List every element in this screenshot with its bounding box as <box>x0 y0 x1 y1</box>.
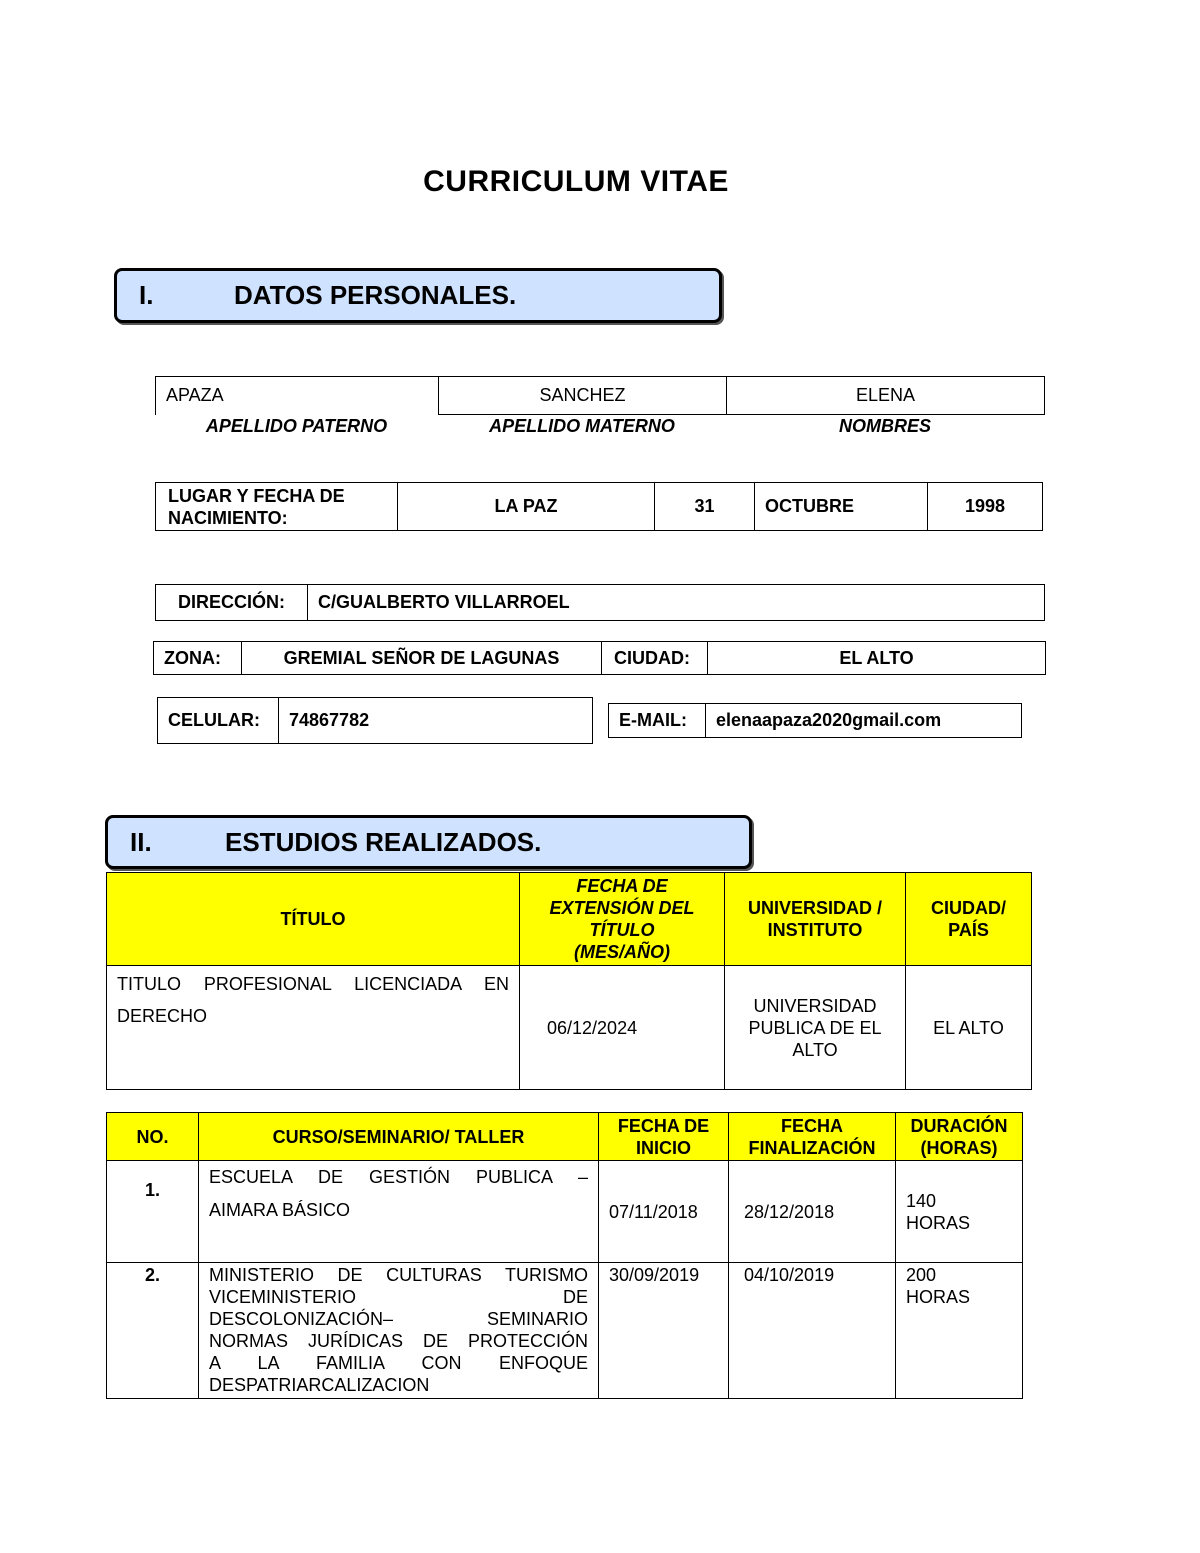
header-ciudad-line: CIUDAD/ <box>931 898 1006 918</box>
header-no: NO. <box>107 1113 199 1161</box>
birth-day: 31 <box>655 483 755 531</box>
courses-table <box>106 1112 1023 1399</box>
header-fin-line: FINALIZACIÓN <box>748 1137 876 1158</box>
section-number: I. <box>139 280 154 310</box>
address-table <box>155 584 1045 621</box>
birth-label-line2: NACIMIENTO: <box>168 507 288 528</box>
email-label: E-MAIL: <box>609 704 706 738</box>
course-name-line: AIMARA BÁSICO <box>209 1200 351 1220</box>
table-row <box>107 1263 1023 1399</box>
section-number: II. <box>130 826 152 857</box>
study-universidad-line: PUBLICA DE EL <box>748 1017 882 1038</box>
header-universidad-line: INSTITUTO <box>767 920 863 940</box>
header-fecha-line: TÍTULO <box>589 920 655 940</box>
study-universidad-line: UNIVERSIDAD <box>753 995 877 1016</box>
phone-value: 74867782 <box>279 698 593 744</box>
address-label: DIRECCIÓN: <box>156 585 308 621</box>
header-fin <box>729 1113 896 1161</box>
study-titulo <box>107 966 520 1090</box>
header-universidad <box>725 873 906 966</box>
header-universidad-line: UNIVERSIDAD / <box>747 898 882 918</box>
header-fecha-line: (MES/AÑO) <box>574 942 670 962</box>
city-label: CIUDAD: <box>602 642 708 675</box>
birth-month: OCTUBRE <box>755 483 928 531</box>
header-duracion <box>896 1113 1023 1161</box>
nombres-value: ELENA <box>727 377 1045 415</box>
address-value: C/GUALBERTO VILLARROEL <box>308 585 1045 621</box>
course-fin: 04/10/2019 <box>729 1263 896 1399</box>
header-inicio-line: INICIO <box>635 1137 691 1158</box>
header-ciudad-line: PAÍS <box>948 920 989 940</box>
course-fin: 28/12/2018 <box>729 1161 896 1263</box>
apellido-materno-label: APELLIDO MATERNO <box>489 416 675 436</box>
header-fecha-line: EXTENSIÓN DEL <box>549 898 695 918</box>
phone-label: CELULAR: <box>158 698 279 744</box>
city-value: EL ALTO <box>708 642 1046 675</box>
course-name <box>199 1263 599 1399</box>
course-name-line: ESCUELA DE GESTIÓN PUBLICA – <box>209 1167 588 1187</box>
course-name-line: VICEMINISTERIO DE <box>209 1287 588 1307</box>
study-ciudad: EL ALTO <box>906 966 1032 1090</box>
header-duracion-line: (HORAS) <box>920 1137 998 1158</box>
birth-label <box>156 483 398 531</box>
section-title: ESTUDIOS REALIZADOS. <box>225 826 542 857</box>
email-table <box>608 703 1022 738</box>
phone-table <box>157 697 593 744</box>
section-header-estudios <box>105 815 752 869</box>
zone-value: GREMIAL SEÑOR DE LAGUNAS <box>242 642 602 675</box>
course-no: 1. <box>107 1161 199 1263</box>
header-curso: CURSO/SEMINARIO/ TALLER <box>199 1113 599 1161</box>
course-duracion <box>896 1263 1023 1399</box>
study-titulo-line: TITULO PROFESIONAL LICENCIADA EN <box>117 974 509 994</box>
nombres-label: NOMBRES <box>838 416 931 436</box>
email-value: elenaapaza2020gmail.com <box>706 704 1022 738</box>
course-duracion-line: 200 <box>906 1265 937 1285</box>
study-titulo-line: DERECHO <box>117 1006 208 1026</box>
birth-place: LA PAZ <box>398 483 655 531</box>
course-name-line: DESCOLONIZACIÓN– SEMINARIO <box>209 1309 588 1329</box>
names-table <box>155 376 1045 415</box>
header-titulo: TÍTULO <box>107 873 520 966</box>
section-title: DATOS PERSONALES. <box>234 280 517 310</box>
table-row <box>107 1161 1023 1263</box>
header-inicio-line: FECHA DE <box>617 1115 710 1136</box>
birth-label-line1: LUGAR Y FECHA DE <box>168 485 345 506</box>
course-inicio: 30/09/2019 <box>599 1263 729 1399</box>
course-no: 2. <box>107 1263 199 1399</box>
studies-header-row <box>107 873 1032 966</box>
course-duracion <box>896 1161 1023 1263</box>
section-header-datos-personales <box>114 268 722 323</box>
apellido-paterno-label: APELLIDO PATERNO <box>205 416 388 436</box>
header-fecha-extension <box>520 873 725 966</box>
course-duracion-line: HORAS <box>906 1212 971 1233</box>
course-name-line: A LA FAMILIA CON ENFOQUE <box>209 1353 588 1373</box>
header-ciudad <box>906 873 1032 966</box>
course-name-line: MINISTERIO DE CULTURAS TURISMO <box>209 1265 588 1285</box>
page-title: CURRICULUM VITAE <box>423 165 729 198</box>
course-name-line: DESPATRIARCALIZACION <box>209 1375 430 1395</box>
header-duracion-line: DURACIÓN <box>910 1115 1008 1136</box>
study-universidad-line: ALTO <box>792 1039 838 1060</box>
course-duracion-line: HORAS <box>906 1287 971 1307</box>
header-fecha-line: FECHA DE <box>576 876 668 896</box>
birth-year: 1998 <box>928 483 1043 531</box>
apellido-paterno-value: APAZA <box>156 377 439 415</box>
course-name-line: NORMAS JURÍDICAS DE PROTECCIÓN <box>209 1331 588 1351</box>
zone-label: ZONA: <box>154 642 242 675</box>
header-inicio <box>599 1113 729 1161</box>
table-row <box>107 966 1032 1090</box>
course-inicio: 07/11/2018 <box>599 1161 729 1263</box>
course-name <box>199 1161 599 1263</box>
study-fecha: 06/12/2024 <box>520 966 725 1090</box>
study-universidad <box>725 966 906 1090</box>
studies-table <box>106 872 1032 1090</box>
zone-table <box>153 641 1046 675</box>
header-fin-line: FECHA <box>781 1115 843 1136</box>
birth-table <box>155 482 1043 531</box>
apellido-materno-value: SANCHEZ <box>439 377 727 415</box>
course-duracion-line: 140 <box>906 1190 937 1211</box>
courses-header-row <box>107 1113 1023 1161</box>
